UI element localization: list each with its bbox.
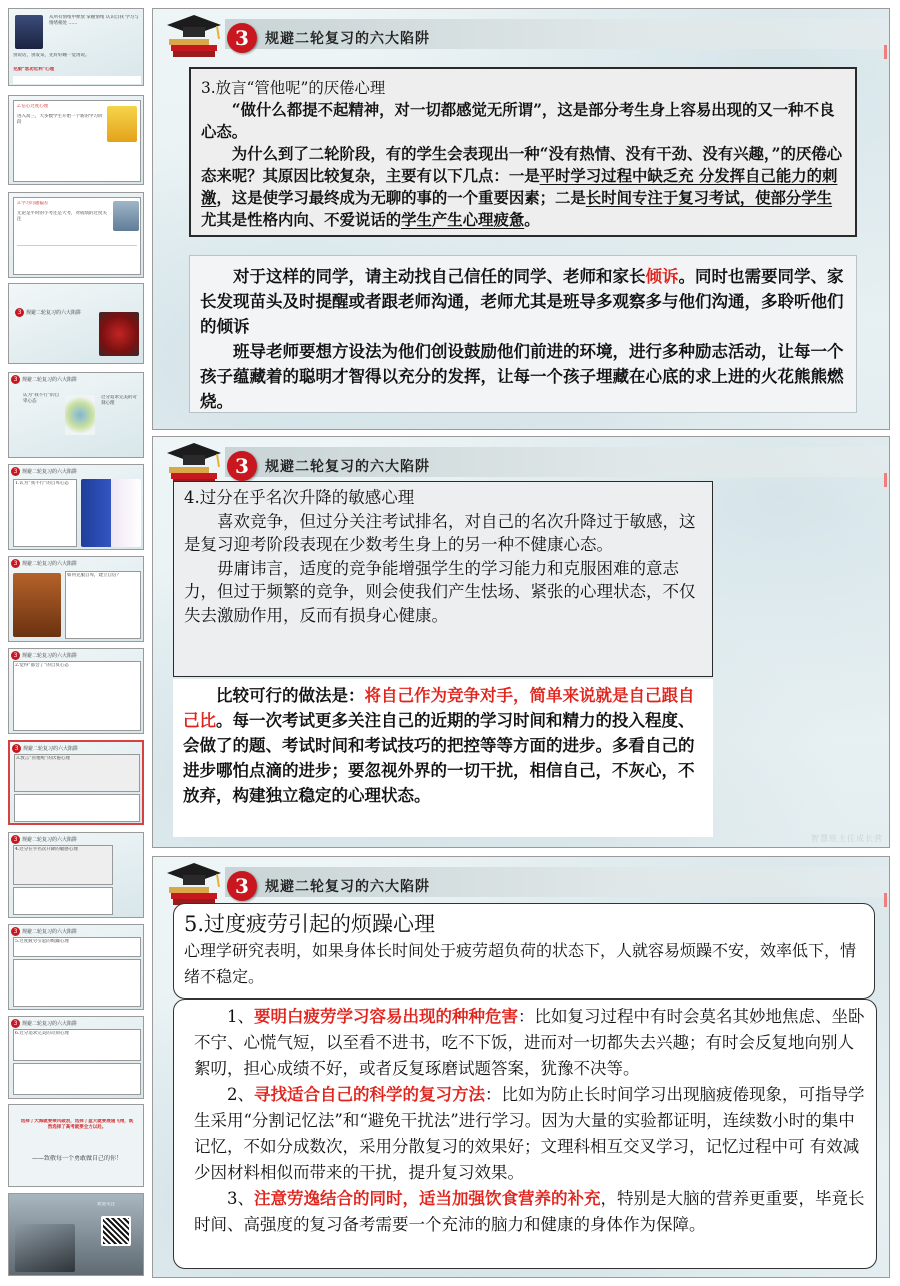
thumbnail-label: 克服“急功近利”心理 [13,67,55,72]
thumbnail-title: 规避二轮复习的六大陷阱 [26,310,82,316]
slide-main-1 [152,8,890,430]
qr-code-image [101,1216,131,1246]
slide-thumbnail-4[interactable] [8,283,144,364]
thumbnail-section-number: 3 [15,308,24,317]
thumbnail-section-number: 3 [11,467,20,476]
slide-thumbnail-9[interactable] [8,740,144,825]
thumbnail-image [15,15,43,49]
slide-thumbnail-6[interactable] [8,464,144,550]
thumbnail-image [81,479,141,547]
paragraph: 毋庸讳言，适度的竞争能增强学生的学习能力和克服困难的意志力，但过于频繁的竞争，则会使我们产生怯场、紧张的心理状态，不仅失去激励作用，反而有损身心健康。 [184,558,696,625]
paragraph: 为什么到了二轮阶段，有的学生会表现出一种“没有热情、没有干劲、没有兴趣，”的厌倦心态来呢？其原因比较复杂，主要有以下几点：一是平时学习过程中缺乏充 分发挥自己能力的刺激，这是使学习最终成为无聊的事的一个重要因素；二是长时间专注于复习考试，使部分学生尤其是性格内向、不爱说话的学生产生心理疲惫。 [201,145,843,229]
thumbnail-text: 无论是平时的小考还是大考，对成绩的过度关注 [17,211,107,222]
paragraph: 喜欢竞争，但过分关注考试排名，对自己的名次升降过于敏感，这是复习迎考阶段表现在少数考生身上的另一种不健康心态。 [184,511,696,554]
thumbnail-text: 6.过分追求完美的苛刻心理 [15,1031,69,1036]
text-box-fatigue [173,903,875,999]
paragraph-heading: 4.过分在乎名次升降的敏感心理 [184,488,415,507]
section-title: 规避二轮复习的六大陷阱 [265,879,430,895]
thumbnail-section-number: 3 [11,835,20,844]
graduation-cap-books-icon [163,859,225,909]
thumbnail-section-number: 3 [12,744,21,753]
thumbnail-label: 3.学习问题偏差 [17,201,49,206]
thumbnail-text: 4.过分在乎名次升降的敏感心理 [15,847,78,852]
thumbnail-section-number: 3 [11,559,20,568]
slide-thumbnail-panel [0,0,150,1286]
list-item: 3、注意劳逸结合的同时，适当加强饮食营养的补充，特别是大脑的营养更重要，毕竟长时间、高强度的复习备考需要一个充沛的脑力和健康的身体作为保障。 [194,1189,865,1234]
thumbnail-title: 规避二轮复习的六大陷阱 [22,469,78,475]
thumbnail-image [15,1224,75,1272]
thumbnail-text: 如何克服自卑，建立自信？ [67,573,121,578]
thumbnail-image [65,395,95,435]
thumbnail-image [113,201,139,231]
thumbnail-title: 规避二轮复习的六大陷阱 [22,653,78,659]
slide-header [153,437,890,487]
slide-thumbnail-13[interactable] [8,1104,144,1187]
thumbnail-title: 规避二轮复习的六大陷阱 [22,377,78,383]
thumbnail-text [17,245,137,271]
paragraph: “做什么都提不起精神，对一切都感觉无所谓”，这是部分考生身上容易出现的又一种不良心态。 [201,101,835,141]
section-number-badge: 3 [227,871,257,901]
thumbnail-text: 选择了大海就要乘风破浪，选择了蓝天就要展翅飞翔，既然选择了高考就要全力以赴。 [20,1119,134,1130]
text-box-solutions-list [173,999,877,1269]
slide-thumbnail-2[interactable] [8,95,144,185]
thumbnail-image [99,312,139,356]
slide-header [153,9,890,59]
slide-header [153,857,890,907]
slide-thumbnail-1[interactable] [8,8,144,86]
section-title: 规避二轮复习的六大陷阱 [265,459,430,475]
thumbnail-title: 规避二轮复习的六大陷阱 [22,561,78,567]
thumbnail-title: 规避二轮复习的六大陷阱 [22,1021,78,1027]
text-box-complacency [189,67,857,237]
paragraph-heading: 5.过度疲劳引起的烦躁心理 [184,912,436,936]
list-item: 1、要明白疲劳学习容易出现的种种危害：比如复习过程中有时会莫名其妙地焦虑、坐卧不宁、心慌气短，以至看不进书，吃不下饭，进而对一切都失去兴趣；有时会反复地向别人絮叨，担心成绩不好，或者反复琢磨试题答案，犹豫不决等。 [194,1007,865,1078]
section-number-badge: 3 [227,23,257,53]
thumbnail-section-number: 3 [11,375,20,384]
text-box-ranking-sensitivity [173,481,713,677]
paragraph: 对于这样的同学，请主动找自己信任的同学、老师和家长倾诉。同时也需要同学、家长发现苗头及时提醒或者跟老师沟通，老师尤其是班导多观察多与他们沟通，多聆听他们的倾诉 [200,267,844,336]
thumbnail-text: 从所有情绪中释放 掌握情绪 认识自我 学习与情绪相处 …… [49,15,139,26]
slide-thumbnail-11[interactable] [8,924,144,1010]
slide-thumbnail-8[interactable] [8,648,144,734]
slide-thumbnail-5[interactable] [8,372,144,458]
thumbnail-section-number: 3 [11,927,20,936]
thumbnail-section-number: 3 [11,1019,20,1028]
thumbnail-text: 别说话，别发呆，先好好睡一觉再说。 [13,53,90,58]
thumbnail-section-number: 3 [11,651,20,660]
thumbnail-text: 认为“我不行”的自卑心态 [23,393,60,404]
thumbnail-image [13,573,61,637]
thumbnail-text: 2.觉得“都会了”的自负心态 [15,663,69,668]
paragraph: 班导老师要想方设法为他们创设鼓励他们前进的环境，进行多种励志活动，让每一个孩子蕴藏着的聪明才智得以充分的发挥，让每一个孩子埋藏在心底的求上进的火花熊熊燃烧。 [200,342,844,411]
thumbnail-text: 1.认为“我不行”的自卑心态 [15,481,69,486]
text-box-solution [189,255,857,413]
slide-main-3 [152,856,890,1278]
thumbnail-text [13,76,141,84]
slide-thumbnail-7[interactable] [8,556,144,642]
section-number-badge: 3 [227,451,257,481]
thumbnail-text: ——致敬每一个勇敢做自己的你！ [31,1155,122,1162]
slide-thumbnail-10[interactable] [8,832,144,918]
thumbnail-text: 3.放言“管他呢”的厌倦心理 [16,756,70,761]
thumbnail-title: 规避二轮复习的六大陷阱 [22,929,78,935]
slide-thumbnail-12[interactable] [8,1016,144,1099]
paragraph: 比较可行的做法是：将自己作为竞争对手，简单来说就是自己跟自己比。每一次考试更多关注自己的近期的学习时间和精力的投入程度、会做了的题、考试时间和考试技巧的把控等等方面的进步。多看自己的进步哪怕点滴的进步；要忽视外界的一切干扰，相信自己，不灰心，不放弃，构建独立稳定的心理状态。 [183,686,695,805]
thumbnail-image [107,106,137,142]
thumbnail-title: 规避二轮复习的六大陷阱 [22,837,78,843]
thumbnail-text: 进入高三，大多数学生开始一个新的学习阶段 [17,114,103,125]
slide-thumbnail-3[interactable] [8,192,144,278]
thumbnail-text: 欢迎关注 [97,1202,115,1207]
paragraph-heading: 3.放言“管他呢”的厌倦心理 [201,79,386,97]
list-item: 2、寻找适合自己的科学的复习方法：比如为防止长时间学习出现脑疲倦现象，可指导学生采用“分割记忆法”和“避免干扰法”进行学习。因为大量的实验都证明，连续数小时的集中记忆，不如分成数次，采用分散复习的效果好；文理科相互交叉学习，记忆过程中可 有效减少因材料相似而带来的干扰，提升复习效果。 [194,1085,865,1182]
paragraph: 心理学研究表明，如果身体长时间处于疲劳超负荷的状态下，人就容易烦躁不安，效率低下，情绪不稳定。 [184,941,857,986]
thumbnail-text: 5.过度疲劳引起的烦躁心理 [15,939,69,944]
thumbnail-title: 规避二轮复习的六大陷阱 [23,746,79,752]
slide-thumbnail-14[interactable] [8,1193,144,1276]
watermark-text: 智慧班主任成长营 [811,834,883,843]
text-box-solution [173,679,713,837]
section-title: 规避二轮复习的六大陷阱 [265,31,430,47]
slide-main-2 [152,436,890,848]
thumbnail-text: 过分追求完美的苛刻心理 [101,395,137,406]
thumbnail-label: 2.信心过度心理 [17,104,49,109]
graduation-cap-books-icon [163,11,225,61]
